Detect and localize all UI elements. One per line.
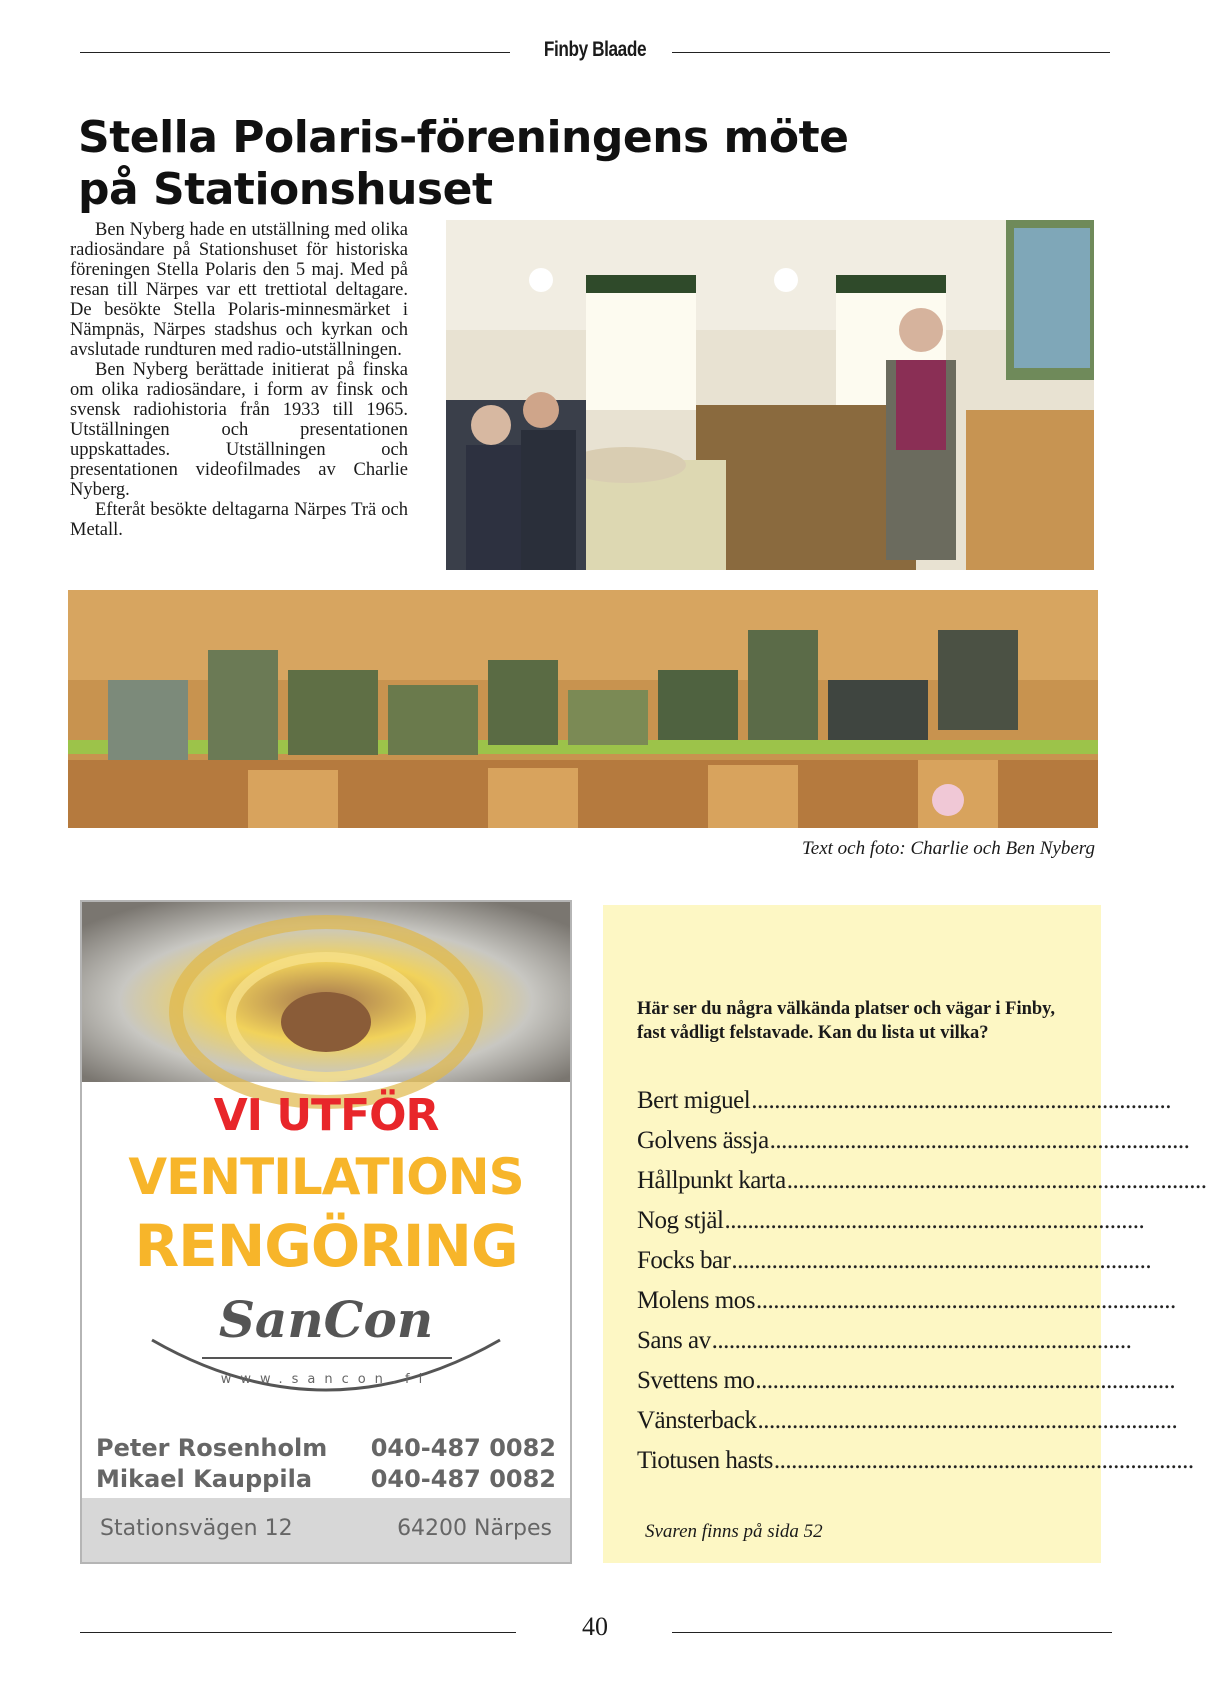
header-rule-left: [80, 52, 510, 53]
quiz-item: Tiotusen hasts .........................................................................: [637, 1447, 1194, 1474]
quiz-item-text: Tiotusen hasts: [637, 1447, 773, 1474]
ad-street-address: Stationsvägen 12: [100, 1516, 293, 1541]
ad-headline-line-3: RENGÖRING: [134, 1212, 518, 1280]
headline-line-1: Stella Polaris-föreningens möte: [78, 112, 849, 163]
contact-phone: 040-487 0082: [370, 1434, 556, 1462]
quiz-intro: Här ser du några välkända platser och vägar i Finby, fast vådligt felstavade. Kan du lista ut vilka?: [637, 999, 1056, 1043]
quiz-item: Vänsterback .........................................................................: [637, 1407, 1178, 1434]
photo-audience-presenter-illustration: [446, 220, 1094, 570]
contact-name: Peter Rosenholm: [96, 1434, 328, 1462]
footer-rule-left: [80, 1632, 516, 1633]
article-paragraph: Ben Nyberg hade en utställning med olika radiosändare på Stationshuset för historiska föreningen Stella Polaris den 5 maj. Med på resan till Närpes var ett trettiotal deltagare. De besökte Stella Polaris-minnesmärket i Nämpnäs, Närpes stadshus och kyrkan och avslutade rundturen med radio-utställningen.: [70, 220, 408, 360]
sancon-logo: SanCon: [218, 1290, 434, 1349]
photo-radio-exhibition-illustration: [68, 590, 1098, 828]
article-paragraph: Efteråt besökte deltagarna Närpes Trä och Metall.: [70, 500, 408, 540]
ad-address-bar: [82, 1498, 570, 1562]
photo-radio-exhibition: [68, 590, 1098, 828]
quiz-item: Molens mos .........................................................................: [637, 1287, 1176, 1314]
ad-postal-address: 64200 Närpes: [397, 1516, 552, 1541]
quiz-item-text: Svettens mo: [637, 1367, 755, 1394]
publication-title: Finby Blaade: [543, 38, 647, 61]
footer-rule-right: [672, 1632, 1112, 1633]
quiz-item: Svettens mo .........................................................................: [637, 1367, 1176, 1394]
page-number: 40: [582, 1612, 608, 1641]
article-body: [70, 220, 408, 540]
quiz-item-text: Nog stjäl: [637, 1207, 724, 1234]
quiz-item-text: Vänsterback: [637, 1407, 757, 1434]
quiz-item: Golvens ässja .........................................................................: [637, 1127, 1190, 1154]
contact-name: Mikael Kauppila: [96, 1465, 313, 1493]
quiz-list: [637, 1087, 1206, 1487]
quiz-answer-note: Svaren finns på sida 52: [645, 1521, 823, 1542]
header-rule-right: [672, 52, 1110, 53]
photo-credit: Text och foto: Charlie och Ben Nyberg: [801, 838, 1095, 859]
quiz-item: Bert miguel .........................................................................: [637, 1087, 1171, 1114]
quiz-item: Hållpunkt karta .........................................................................: [637, 1167, 1206, 1194]
ad-website[interactable]: www.sancon.fi: [220, 1372, 432, 1387]
quiz-item: Sans av .........................................................................: [637, 1327, 1132, 1354]
quiz-item-text: Bert miguel: [637, 1087, 751, 1114]
ad-headline-line-2: VENTILATIONS: [128, 1148, 524, 1206]
ad-headline-line-1: VI UTFÖR: [213, 1090, 439, 1141]
quiz-item: Focks bar .........................................................................: [637, 1247, 1152, 1274]
article-paragraph: Ben Nyberg berättade initierat på finska om olika radiosändare, i form av finsk och svensk radiohistoria från 1933 till 1965. Utställningen och presentationen uppskattades. Utställningen och presentationen videofilmades av Charlie Nyberg.: [70, 360, 408, 500]
sancon-advertisement: [80, 900, 572, 1564]
contact-phone: 040-487 0082: [370, 1465, 556, 1493]
article-headline: [78, 112, 918, 216]
quiz-item-text: Focks bar: [637, 1247, 731, 1274]
quiz-item-text: Molens mos: [637, 1287, 755, 1314]
quiz-item-text: Golvens ässja: [637, 1127, 769, 1154]
quiz-item: Nog stjäl .........................................................................: [637, 1207, 1145, 1234]
photo-audience-presenter: [446, 220, 1094, 570]
headline-line-2: på Stationshuset: [78, 164, 493, 215]
place-name-quiz: [603, 905, 1206, 1563]
quiz-item-text: Hållpunkt karta: [637, 1167, 786, 1194]
ad-swirl-image: [82, 902, 570, 1082]
quiz-item-text: Sans av: [637, 1327, 711, 1354]
